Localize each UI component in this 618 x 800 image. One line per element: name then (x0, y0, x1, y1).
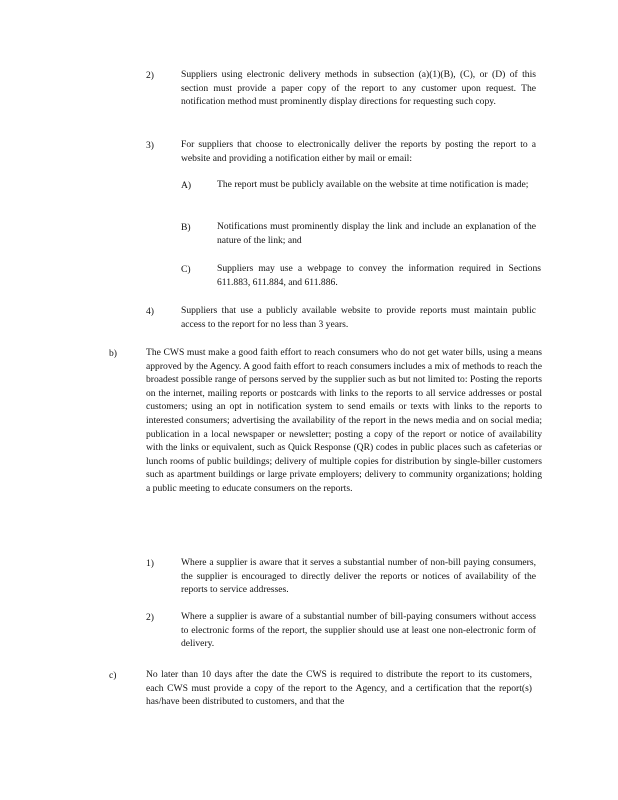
item-label: 2) (146, 612, 154, 623)
item-text: Suppliers using electronic delivery methods in subsection (a)(1)(B), (C), or (D) of this section must provide a paper copy of the report to any customer upon request. The notification method must prominently display directions for requesting such copy. (181, 69, 536, 108)
item-text: The CWS must make a good faith effort to reach consumers who do not get water bills, using a means approved by the Agency. A good faith effort to reach consumers includes a mix of methods to reach the broadest possible range of persons served by the supplier such as but not limited to: Posting the reports on the internet, mailing reports or postcards with links to the reports to all service addresses or postal customers; using an opt in notification system to send emails or texts with links to the reports to interested consumers; advertising the availability of the report in the news media and on social media; publication in a local newspaper or newsletter; posting a copy of the report or notice of availability with the links or equivalent, such as Quick Response (QR) codes in public places such as cafeterias or lunch rooms of public buildings; delivery of multiple copies for distribution by single-biller customers such as apartment buildings or large private employers; delivery to community organizations; holding a public meeting to educate consumers on the reports. (146, 347, 542, 494)
item-label: B) (181, 222, 191, 233)
item-label: b) (109, 348, 117, 359)
item-text: Where a supplier is aware of a substantial number of bill-paying consumers without access to electronic forms of the report, the supplier should use at least one non-electronic form of delivery. (181, 611, 536, 650)
item-text: Notifications must prominently display the link and include an explanation of the nature of the link; and (217, 221, 536, 246)
item-label: 1) (146, 558, 154, 569)
item-text: Suppliers may use a webpage to convey the information required in Sections 611.883, 611.884, and 611.886. (217, 263, 541, 288)
item-label: 3) (146, 140, 154, 151)
item-text: No later than 10 days after the date the CWS is required to distribute the report to its customers, each CWS must provide a copy of the report to the Agency, and a certification that the report(s) has/have been distributed to customers, and that the (146, 669, 532, 708)
item-label: C) (181, 264, 191, 275)
item-label: A) (181, 180, 192, 191)
item-label: 2) (146, 70, 154, 81)
item-label: c) (109, 670, 117, 681)
item-text: Suppliers that use a publicly available website to provide reports must maintain public access to the report for no less than 3 years. (181, 305, 536, 330)
item-text: The report must be publicly available on the website at time notification is made; (217, 179, 529, 190)
item-label: 4) (146, 306, 154, 317)
item-text: For suppliers that choose to electronically deliver the reports by posting the report to a website and providing a notification either by mail or email: (181, 139, 536, 164)
item-text: Where a supplier is aware that it serves a substantial number of non-bill paying consumers, the supplier is encouraged to directly deliver the reports or notices of availability of the reports to service addresses. (181, 557, 536, 596)
